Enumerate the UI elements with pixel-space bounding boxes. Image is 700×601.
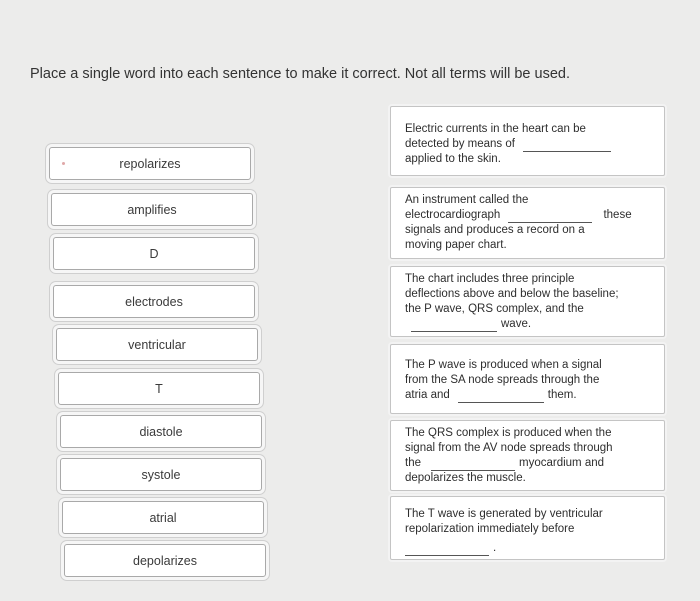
- term-systole[interactable]: [60, 458, 262, 491]
- term-diastole[interactable]: [60, 415, 262, 448]
- drop-blank-3[interactable]: [411, 320, 497, 332]
- term-d[interactable]: [53, 237, 255, 270]
- term-atrial[interactable]: [62, 501, 264, 534]
- term-label: atrial: [149, 510, 177, 525]
- drop-blank-1[interactable]: [523, 140, 611, 152]
- term-label: diastole: [139, 424, 183, 439]
- sentence-3: [390, 266, 665, 337]
- drop-blank-4[interactable]: [458, 391, 544, 403]
- sentence-line: detected by means of: [405, 137, 648, 152]
- sentence-line: applied to the skin.: [405, 153, 501, 165]
- term-label: T: [155, 381, 163, 396]
- term-electrodes[interactable]: [53, 285, 255, 318]
- sentence-line: from the SA node spreads through the: [405, 374, 600, 386]
- sentence-line: electrocardiograph these: [405, 209, 632, 221]
- sentence-line: repolarization immediately before: [405, 523, 575, 535]
- term-label: ventricular: [128, 337, 186, 352]
- sentence-1: [390, 106, 665, 176]
- term-repolarizes[interactable]: [49, 147, 251, 180]
- sentence-line: the myocardium and: [405, 457, 605, 469]
- sentence-4: [390, 344, 665, 414]
- sentence-line: The P wave is produced when a signal: [405, 359, 602, 371]
- term-label: amplifies: [127, 202, 177, 217]
- drag-handle-dot: [62, 162, 65, 165]
- term-label: electrodes: [125, 294, 183, 309]
- sentence-line: atria and them.: [405, 389, 577, 401]
- sentence-line: deflections above and below the baseline;: [405, 288, 619, 300]
- term-label: D: [149, 246, 159, 261]
- sentence-line: The chart includes three principle: [405, 273, 575, 285]
- sentence-6: [390, 496, 665, 560]
- sentence-line: wave.: [405, 317, 648, 332]
- sentence-line: Electric currents in the heart can be: [405, 123, 586, 135]
- sentence-line: the P wave, QRS complex, and the: [405, 303, 584, 315]
- sentence-line: The QRS complex is produced when the: [405, 427, 612, 439]
- drop-blank-6[interactable]: [405, 544, 489, 556]
- term-ventricular[interactable]: [56, 328, 258, 361]
- sentence-line: The T wave is generated by ventricular: [405, 508, 603, 520]
- sentence-5: [390, 420, 665, 491]
- term-label: depolarizes: [133, 553, 197, 568]
- term-t[interactable]: [58, 372, 260, 405]
- term-amplifies[interactable]: [51, 193, 253, 226]
- sentence-2: [390, 187, 665, 259]
- drop-blank-5[interactable]: [431, 459, 515, 471]
- drop-blank-2[interactable]: [508, 211, 592, 223]
- sentence-line: An instrument called the: [405, 194, 529, 206]
- term-label: repolarizes: [119, 156, 181, 171]
- term-depolarizes[interactable]: [64, 544, 266, 577]
- sentence-line: signals and produces a record on a: [405, 224, 585, 236]
- instructions-text: Place a single word into each sentence to make it correct. Not all terms will be used.: [30, 66, 570, 82]
- term-label: systole: [141, 467, 181, 482]
- sentence-line: depolarizes the muscle.: [405, 472, 526, 484]
- sentence-line: signal from the AV node spreads through: [405, 442, 613, 454]
- sentence-line: moving paper chart.: [405, 239, 507, 251]
- sentence-line: .: [405, 541, 648, 556]
